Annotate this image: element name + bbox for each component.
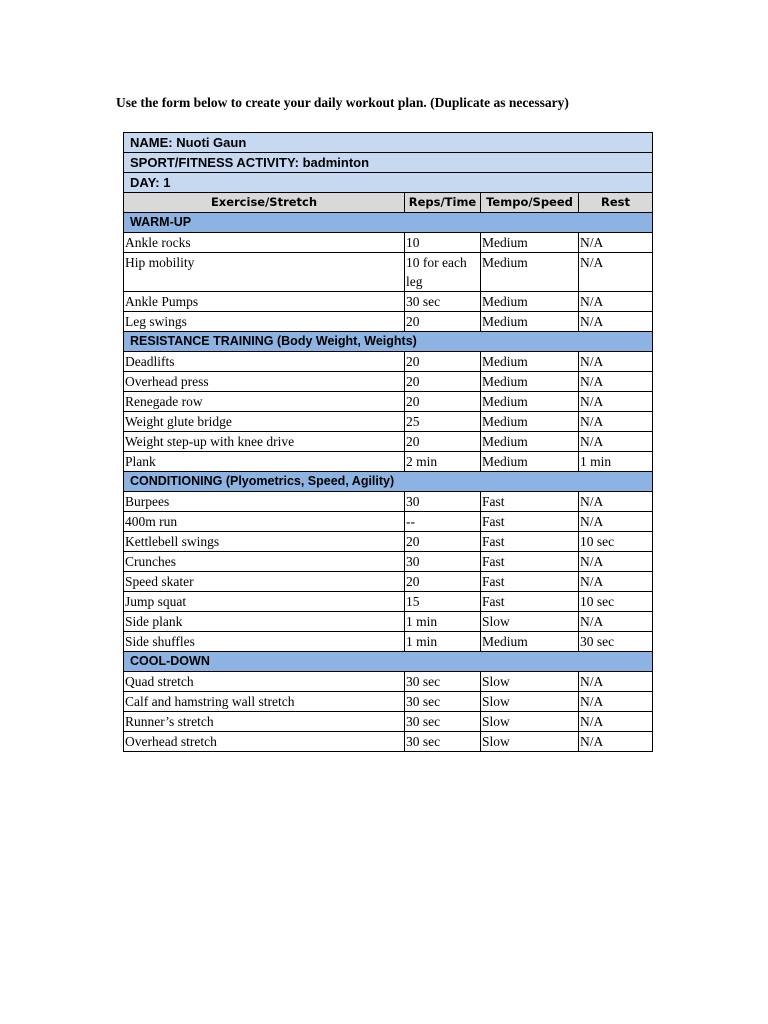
table-row — [124, 432, 653, 452]
rest-cell[interactable]: N/A — [579, 253, 653, 292]
exercise-cell[interactable]: Overhead stretch — [124, 732, 405, 752]
rest-cell[interactable]: N/A — [579, 552, 653, 572]
rest-cell[interactable]: N/A — [579, 372, 653, 392]
tempo-cell[interactable]: Medium — [481, 312, 579, 332]
table-row — [124, 692, 653, 712]
rest-cell[interactable]: N/A — [579, 512, 653, 532]
tempo-cell[interactable]: Slow — [481, 692, 579, 712]
reps-cell[interactable]: 20 — [405, 532, 481, 552]
rest-cell[interactable]: N/A — [579, 233, 653, 253]
table-row — [124, 372, 653, 392]
reps-cell[interactable]: 30 sec — [405, 292, 481, 312]
activity-row — [124, 153, 653, 173]
tempo-cell[interactable]: Medium — [481, 392, 579, 412]
exercise-cell[interactable]: Ankle rocks — [124, 233, 405, 253]
rest-cell[interactable]: 10 sec — [579, 592, 653, 612]
reps-cell[interactable]: 30 sec — [405, 672, 481, 692]
rest-cell[interactable]: N/A — [579, 692, 653, 712]
table-row — [124, 592, 653, 612]
exercise-cell[interactable]: Overhead press — [124, 372, 405, 392]
reps-cell[interactable]: 1 min — [405, 612, 481, 632]
rest-cell[interactable]: N/A — [579, 352, 653, 372]
workout-plan-table — [123, 132, 653, 752]
reps-cell[interactable]: 20 — [405, 392, 481, 412]
tempo-cell[interactable]: Medium — [481, 432, 579, 452]
rest-cell[interactable]: N/A — [579, 712, 653, 732]
reps-cell[interactable]: 20 — [405, 352, 481, 372]
exercise-cell[interactable]: Kettlebell swings — [124, 532, 405, 552]
tempo-cell[interactable]: Medium — [481, 412, 579, 432]
table-row — [124, 233, 653, 253]
exercise-cell[interactable]: Runner’s stretch — [124, 712, 405, 732]
exercise-cell[interactable]: Leg swings — [124, 312, 405, 332]
tempo-cell[interactable]: Fast — [481, 492, 579, 512]
exercise-cell[interactable]: Renegade row — [124, 392, 405, 412]
exercise-cell[interactable]: Plank — [124, 452, 405, 472]
tempo-cell[interactable]: Medium — [481, 372, 579, 392]
tempo-cell[interactable]: Fast — [481, 592, 579, 612]
rest-cell[interactable]: N/A — [579, 732, 653, 752]
reps-cell[interactable]: 2 min — [405, 452, 481, 472]
rest-cell[interactable]: N/A — [579, 612, 653, 632]
tempo-cell[interactable]: Slow — [481, 712, 579, 732]
table-row — [124, 532, 653, 552]
column-header-rest: Rest — [579, 193, 653, 213]
tempo-cell[interactable]: Medium — [481, 292, 579, 312]
rest-cell[interactable]: N/A — [579, 392, 653, 412]
rest-cell[interactable]: N/A — [579, 492, 653, 512]
reps-cell[interactable]: 20 — [405, 572, 481, 592]
column-header-row — [124, 193, 653, 213]
table-row — [124, 672, 653, 692]
reps-cell[interactable]: 30 — [405, 552, 481, 572]
exercise-cell[interactable]: Calf and hamstring wall stretch — [124, 692, 405, 712]
table-row — [124, 612, 653, 632]
reps-cell[interactable]: 15 — [405, 592, 481, 612]
activity-field[interactable]: SPORT/FITNESS ACTIVITY: badminton — [124, 153, 653, 173]
tempo-cell[interactable]: Medium — [481, 253, 579, 292]
tempo-cell[interactable]: Medium — [481, 452, 579, 472]
section-header-row — [124, 213, 653, 233]
exercise-cell[interactable]: Weight glute bridge — [124, 412, 405, 432]
exercise-cell[interactable]: 400m run — [124, 512, 405, 532]
table-row — [124, 712, 653, 732]
tempo-cell[interactable]: Medium — [481, 233, 579, 253]
exercise-cell[interactable]: Weight step-up with knee drive — [124, 432, 405, 452]
table-row — [124, 732, 653, 752]
rest-cell[interactable]: 1 min — [579, 452, 653, 472]
table-row — [124, 492, 653, 512]
table-row — [124, 253, 653, 292]
table-row — [124, 512, 653, 532]
tempo-cell[interactable]: Slow — [481, 612, 579, 632]
reps-cell[interactable]: 20 — [405, 372, 481, 392]
tempo-cell[interactable]: Fast — [481, 532, 579, 552]
column-header-tempo: Tempo/Speed — [481, 193, 579, 213]
rest-cell[interactable]: N/A — [579, 672, 653, 692]
rest-cell[interactable]: N/A — [579, 432, 653, 452]
rest-cell[interactable]: N/A — [579, 412, 653, 432]
exercise-cell[interactable]: Hip mobility — [124, 253, 405, 292]
section-header-row — [124, 332, 653, 352]
reps-cell[interactable]: 30 — [405, 492, 481, 512]
exercise-cell[interactable]: Speed skater — [124, 572, 405, 592]
reps-cell[interactable]: 25 — [405, 412, 481, 432]
reps-cell[interactable]: 1 min — [405, 632, 481, 652]
reps-cell[interactable]: 30 sec — [405, 732, 481, 752]
reps-cell[interactable]: 10 — [405, 233, 481, 253]
tempo-cell[interactable]: Fast — [481, 512, 579, 532]
section-title: RESISTANCE TRAINING (Body Weight, Weights) — [124, 332, 653, 352]
rest-cell[interactable]: 30 sec — [579, 632, 653, 652]
exercise-cell[interactable]: Deadlifts — [124, 352, 405, 372]
table-row — [124, 412, 653, 432]
table-row — [124, 352, 653, 372]
exercise-cell[interactable]: Side plank — [124, 612, 405, 632]
column-header-exercise: Exercise/Stretch — [124, 193, 405, 213]
table-row — [124, 312, 653, 332]
tempo-cell[interactable]: Medium — [481, 352, 579, 372]
name-row — [124, 133, 653, 153]
reps-cell[interactable]: 20 — [405, 432, 481, 452]
section-header-row — [124, 652, 653, 672]
table-row — [124, 292, 653, 312]
tempo-cell[interactable]: Fast — [481, 552, 579, 572]
reps-cell[interactable]: 30 sec — [405, 692, 481, 712]
reps-cell[interactable]: 20 — [405, 312, 481, 332]
reps-cell[interactable]: -- — [405, 512, 481, 532]
exercise-cell[interactable]: Quad stretch — [124, 672, 405, 692]
table-row — [124, 572, 653, 592]
day-field[interactable]: DAY: 1 — [124, 173, 653, 193]
tempo-cell[interactable]: Medium — [481, 632, 579, 652]
exercise-cell[interactable]: Side shuffles — [124, 632, 405, 652]
table-row — [124, 452, 653, 472]
section-title: WARM-UP — [124, 213, 653, 233]
reps-cell[interactable]: 10 for each leg — [405, 253, 481, 292]
reps-cell[interactable]: 30 sec — [405, 712, 481, 732]
tempo-cell[interactable]: Fast — [481, 572, 579, 592]
table-row — [124, 552, 653, 572]
table-row — [124, 632, 653, 652]
exercise-cell[interactable]: Crunches — [124, 552, 405, 572]
tempo-cell[interactable]: Slow — [481, 672, 579, 692]
day-row — [124, 173, 653, 193]
rest-cell[interactable]: N/A — [579, 292, 653, 312]
tempo-cell[interactable]: Slow — [481, 732, 579, 752]
table-row — [124, 392, 653, 412]
name-field[interactable]: NAME: Nuoti Gaun — [124, 133, 653, 153]
column-header-reps: Reps/Time — [405, 193, 481, 213]
rest-cell[interactable]: 10 sec — [579, 532, 653, 552]
rest-cell[interactable]: N/A — [579, 572, 653, 592]
exercise-cell[interactable]: Jump squat — [124, 592, 405, 612]
exercise-cell[interactable]: Burpees — [124, 492, 405, 512]
instruction-text: Use the form below to create your daily workout plan. (Duplicate as necessary) — [116, 95, 569, 110]
section-title: COOL-DOWN — [124, 652, 653, 672]
section-header-row — [124, 472, 653, 492]
rest-cell[interactable]: N/A — [579, 312, 653, 332]
section-title: CONDITIONING (Plyometrics, Speed, Agility) — [124, 472, 653, 492]
exercise-cell[interactable]: Ankle Pumps — [124, 292, 405, 312]
